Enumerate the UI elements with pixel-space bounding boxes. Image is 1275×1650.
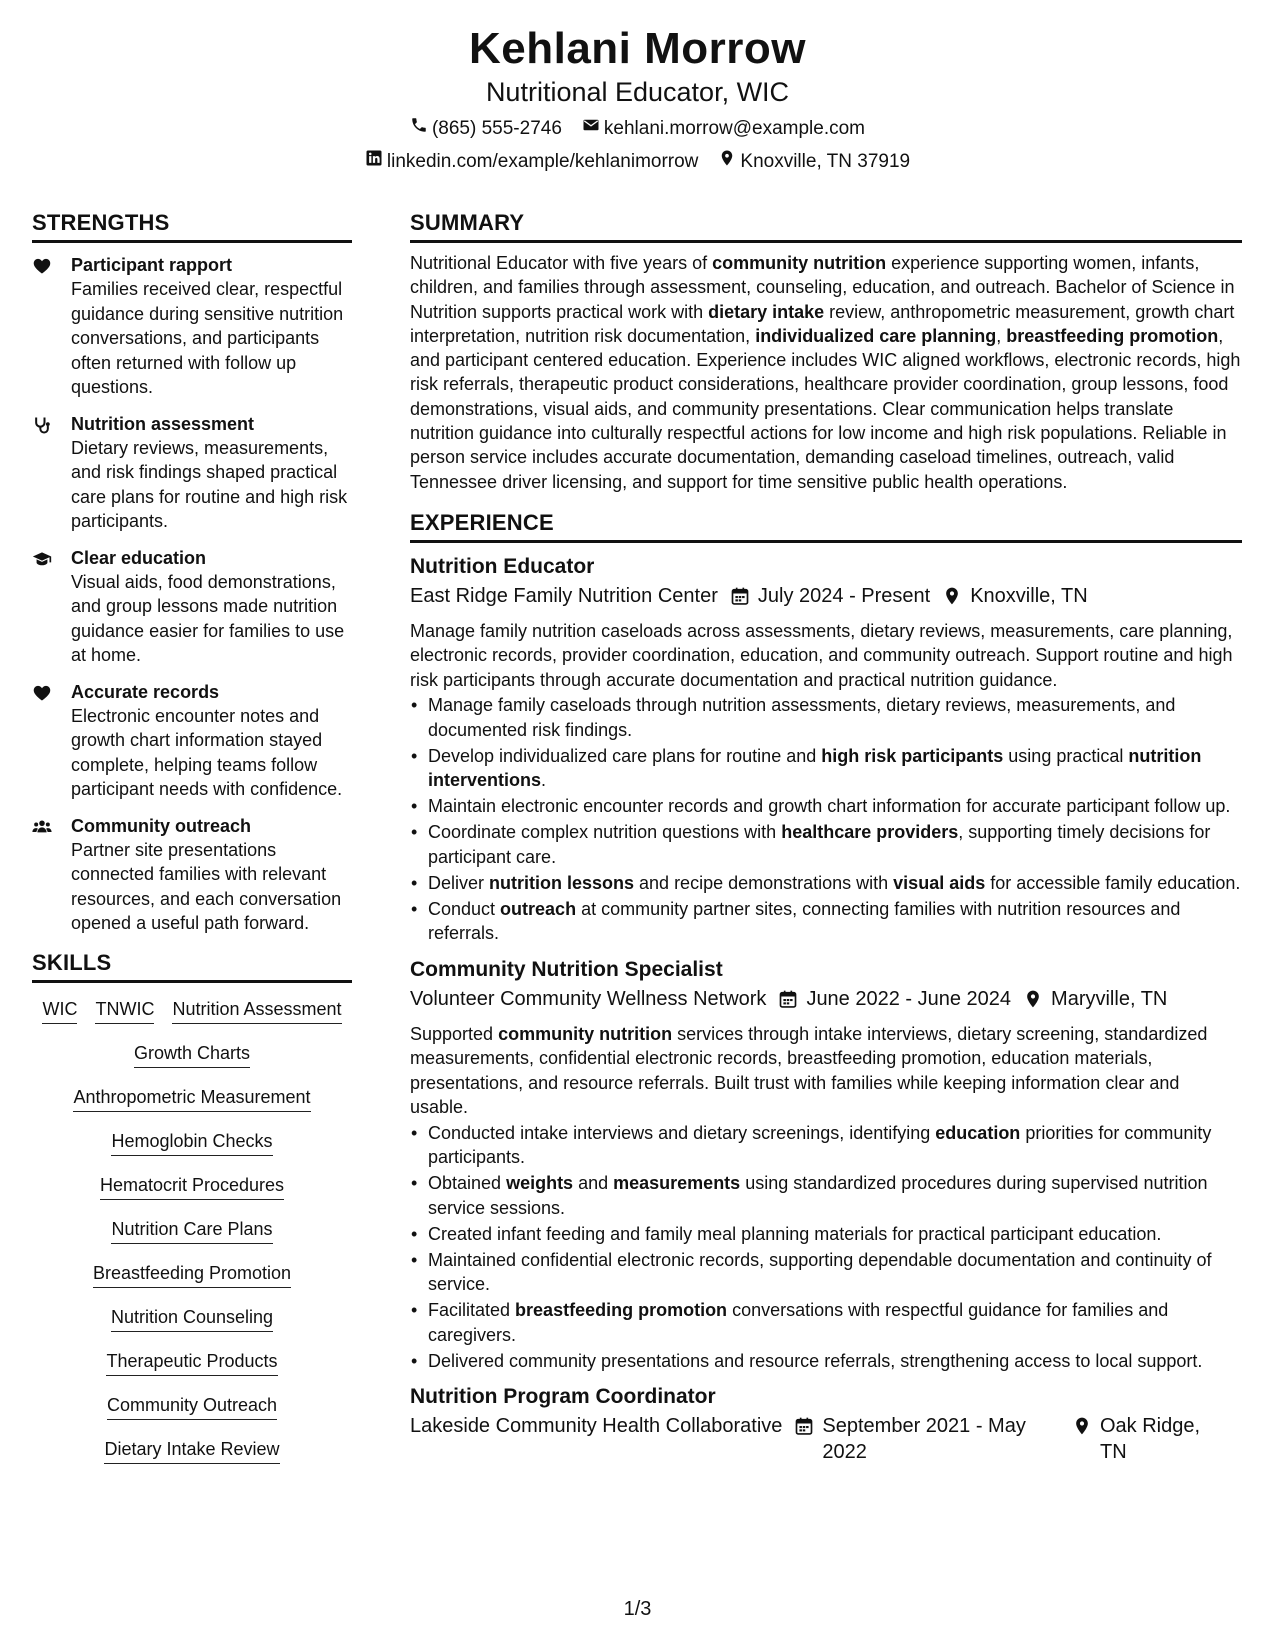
job-dates-text: July 2024 - Present: [757, 584, 931, 607]
bold-keyword: outreach: [500, 898, 577, 919]
sidebar: [32, 208, 352, 1464]
job-dates: [730, 583, 930, 613]
job-meta: [410, 986, 1242, 1016]
strength-desc: Partner site presentations connected families with relevant resources, and each conversation opened a useful path forward.: [71, 839, 342, 933]
job-dates-text: September 2021 - May 2022: [822, 1415, 1026, 1464]
strength-desc: Electronic encounter notes and growth chart information stayed complete, helping teams follow participant needs with confidence.: [71, 705, 343, 799]
strength-item: [32, 814, 352, 936]
location-icon: [1072, 1413, 1100, 1443]
job-location: [1023, 986, 1167, 1016]
summary-text: Nutritional Educator with five years of community nutrition experience supporting women, infants, children, and families through assessment, counseling, education, and outreach. Bachelor of Science in Nutrition supports practical work with dietary intake review, anthropometric measurement, growth chart interpretation, nutrition risk documentation, individualized care planning, breastfeeding promotion, and participant centered education. Experience includes WIC aligned workflows, electronic records, high risk referrals, therapeutic product considerations, healthcare provider coordination, group lessons, food demonstrations, visual aids, and community presentations. Clear communication helps translate nutrition guidance into culturally respectful actions for low income and high risk populations. Reliable in person service includes accurate documentation, demanding caseload timelines, outreach, valid Tennessee driver licensing, and support for time sensitive public health operations.: [410, 253, 1241, 492]
contact-row-1: [0, 116, 1275, 141]
bold-keyword: breastfeeding promotion: [515, 1300, 728, 1321]
strengths-list: [32, 253, 352, 936]
strength-item: [32, 253, 352, 400]
job-bullet: • Facilitated breastfeeding promotion conversations with respectful guidance for families and caregivers.: [410, 1298, 1242, 1347]
skills-heading: SKILLS: [32, 948, 352, 983]
bold-keyword: weights: [506, 1173, 574, 1194]
bold-keyword: community nutrition: [498, 1023, 673, 1044]
email-contact[interactable]: [582, 116, 865, 141]
bold-keyword: nutrition lessons: [489, 872, 635, 893]
strength-desc: Dietary reviews, measurements, and risk findings shaped practical care plans for routine and high risk participants.: [71, 437, 348, 531]
email-text[interactable]: kehlani.morrow@example.com: [603, 117, 866, 139]
users-icon: [32, 814, 71, 936]
job-entry: [410, 553, 1242, 946]
location-icon: [718, 149, 736, 174]
strength-item: [32, 680, 352, 802]
bold-keyword: breastfeeding promotion: [1006, 325, 1219, 346]
bold-keyword: high risk participants: [821, 745, 1004, 766]
stethoscope-icon: [32, 412, 71, 534]
skill-tag: Hemoglobin Checks: [111, 1129, 272, 1156]
location-icon: [942, 583, 970, 613]
skill-tag: TNWIC: [95, 997, 154, 1024]
job-location: [1072, 1413, 1230, 1465]
job-dates: [794, 1413, 1060, 1465]
bold-keyword: nutrition interventions: [428, 745, 1202, 791]
job-bullet: • Created infant feeding and family meal planning materials for practical participant education.: [410, 1222, 1242, 1247]
candidate-title: Nutritional Educator, WIC: [485, 77, 790, 107]
location-contact: [718, 149, 910, 174]
job-bullet: • Develop individualized care plans for routine and high risk participants using practical nutrition interventions.: [410, 744, 1242, 793]
linkedin-contact[interactable]: [365, 149, 699, 174]
heart-icon: [32, 253, 71, 400]
calendar-icon: [778, 986, 806, 1016]
contact-row-2: [0, 149, 1275, 174]
heart-icon: [32, 680, 71, 802]
page-number: 1/3: [623, 1598, 652, 1620]
skill-tag: Nutrition Care Plans: [111, 1217, 272, 1244]
job-bullet: • Delivered community presentations and resource referrals, strengthening access to local support.: [410, 1349, 1242, 1374]
job-title: Nutrition Educator: [410, 554, 595, 578]
summary-heading: SUMMARY: [410, 208, 1242, 243]
job-dates-text: June 2022 - June 2024: [806, 987, 1012, 1010]
job-bullet: • Conduct outreach at community partner sites, connecting families with nutrition resources and referrals.: [410, 897, 1242, 946]
strength-title: Accurate records: [71, 681, 220, 702]
job-description: Supported community nutrition services through intake interviews, dietary screening, standardized measurements, confidential electronic records, breastfeeding promotion, education materials, presentations, and resource referrals. Built trust with families while keeping information clear and usable.: [410, 1023, 1208, 1118]
job-bullet: • Maintain electronic encounter records and growth chart information for accurate participant follow up.: [410, 794, 1242, 819]
location-text: Knoxville, TN 37919: [740, 150, 911, 172]
strength-title: Clear education: [71, 547, 207, 568]
job-company: East Ridge Family Nutrition Center: [410, 584, 718, 607]
job-location-text: Oak Ridge, TN: [1100, 1415, 1201, 1464]
job-title: Community Nutrition Specialist: [410, 957, 723, 981]
skill-tag: Anthropometric Measurement: [73, 1085, 310, 1112]
bold-keyword: visual aids: [893, 872, 986, 893]
strength-title: Community outreach: [71, 815, 252, 836]
job-location: [942, 583, 1087, 613]
main-column: [410, 208, 1242, 1465]
strength-item: [32, 546, 352, 668]
phone-icon: [410, 116, 428, 141]
job-meta: [410, 1413, 1242, 1465]
strength-desc: Visual aids, food demonstrations, and group lessons made nutrition guidance easier for families to use at home.: [71, 571, 345, 665]
skill-tag: Growth Charts: [134, 1041, 250, 1068]
calendar-icon: [730, 583, 758, 613]
bold-keyword: dietary intake: [708, 301, 825, 322]
strength-desc: Families received clear, respectful guidance during sensitive nutrition conversations, and participants often returned with follow up questions.: [71, 279, 344, 397]
job-company: Lakeside Community Health Collaborative: [410, 1415, 783, 1438]
job-location-text: Knoxville, TN: [970, 584, 1088, 607]
bold-keyword: education: [935, 1122, 1021, 1143]
job-bullet: • Deliver nutrition lessons and recipe demonstrations with visual aids for accessible family education.: [410, 871, 1242, 896]
resume-header: [0, 22, 1275, 174]
job-location-text: Maryville, TN: [1051, 987, 1168, 1010]
job-bullets: [410, 1121, 1242, 1374]
strength-title: Nutrition assessment: [71, 413, 255, 434]
linkedin-icon: [365, 149, 383, 174]
skill-tag: Community Outreach: [107, 1393, 277, 1420]
graduation-cap-icon: [32, 546, 71, 668]
bold-keyword: measurements: [613, 1173, 741, 1194]
job-bullet: • Coordinate complex nutrition questions with healthcare providers, supporting timely decisions for participant care.: [410, 820, 1242, 869]
linkedin-text[interactable]: linkedin.com/example/kehlanimorrow: [386, 150, 699, 172]
job-entry: [410, 956, 1242, 1374]
phone-contact: [410, 116, 562, 141]
email-icon: [582, 116, 600, 141]
job-bullet: • Maintained confidential electronic records, supporting dependable documentation and continuity of service.: [410, 1248, 1242, 1297]
job-bullet: • Conducted intake interviews and dietary screenings, identifying education priorities for community participants.: [410, 1121, 1242, 1170]
skill-tag: Breastfeeding Promotion: [93, 1261, 291, 1288]
skill-tag: Nutrition Assessment: [172, 997, 341, 1024]
skill-tag: Dietary Intake Review: [104, 1437, 279, 1464]
bold-keyword: healthcare providers: [781, 822, 959, 843]
strength-title: Participant rapport: [71, 255, 233, 275]
job-bullet: • Manage family caseloads through nutrition assessments, dietary reviews, measurements, and documented risk findings.: [410, 693, 1242, 742]
skill-tag: Therapeutic Products: [106, 1349, 277, 1376]
strengths-heading: STRENGTHS: [32, 208, 352, 243]
candidate-name: Kehlani Morrow: [468, 24, 807, 73]
location-icon: [1023, 986, 1051, 1016]
strength-item: [32, 412, 352, 534]
bold-keyword: individualized care planning: [755, 325, 997, 346]
bold-keyword: community nutrition: [712, 253, 887, 273]
job-dates: [778, 986, 1011, 1016]
job-description: Manage family nutrition caseloads across assessments, dietary reviews, measurements, care planning, electronic records, provider coordination, education, and community outreach. Support routine and high risk participants through accurate documentation and practical nutrition guidance.: [410, 620, 1233, 690]
job-company: Volunteer Community Wellness Network: [410, 987, 767, 1010]
job-title: Nutrition Program Coordinator: [410, 1385, 716, 1409]
skill-tag: Nutrition Counseling: [111, 1305, 273, 1332]
job-entry: [410, 1383, 1242, 1465]
skill-tag: WIC: [42, 997, 77, 1024]
calendar-icon: [794, 1413, 822, 1443]
skills-list: [32, 997, 352, 1464]
job-meta: [410, 583, 1242, 613]
experience-heading: EXPERIENCE: [410, 508, 1242, 543]
skill-tag: Hematocrit Procedures: [100, 1173, 284, 1200]
job-bullets: [410, 693, 1242, 946]
job-bullet: • Obtained weights and measurements using standardized procedures during supervised nutrition service sessions.: [410, 1171, 1242, 1220]
phone-text: (865) 555-2746: [431, 117, 562, 139]
